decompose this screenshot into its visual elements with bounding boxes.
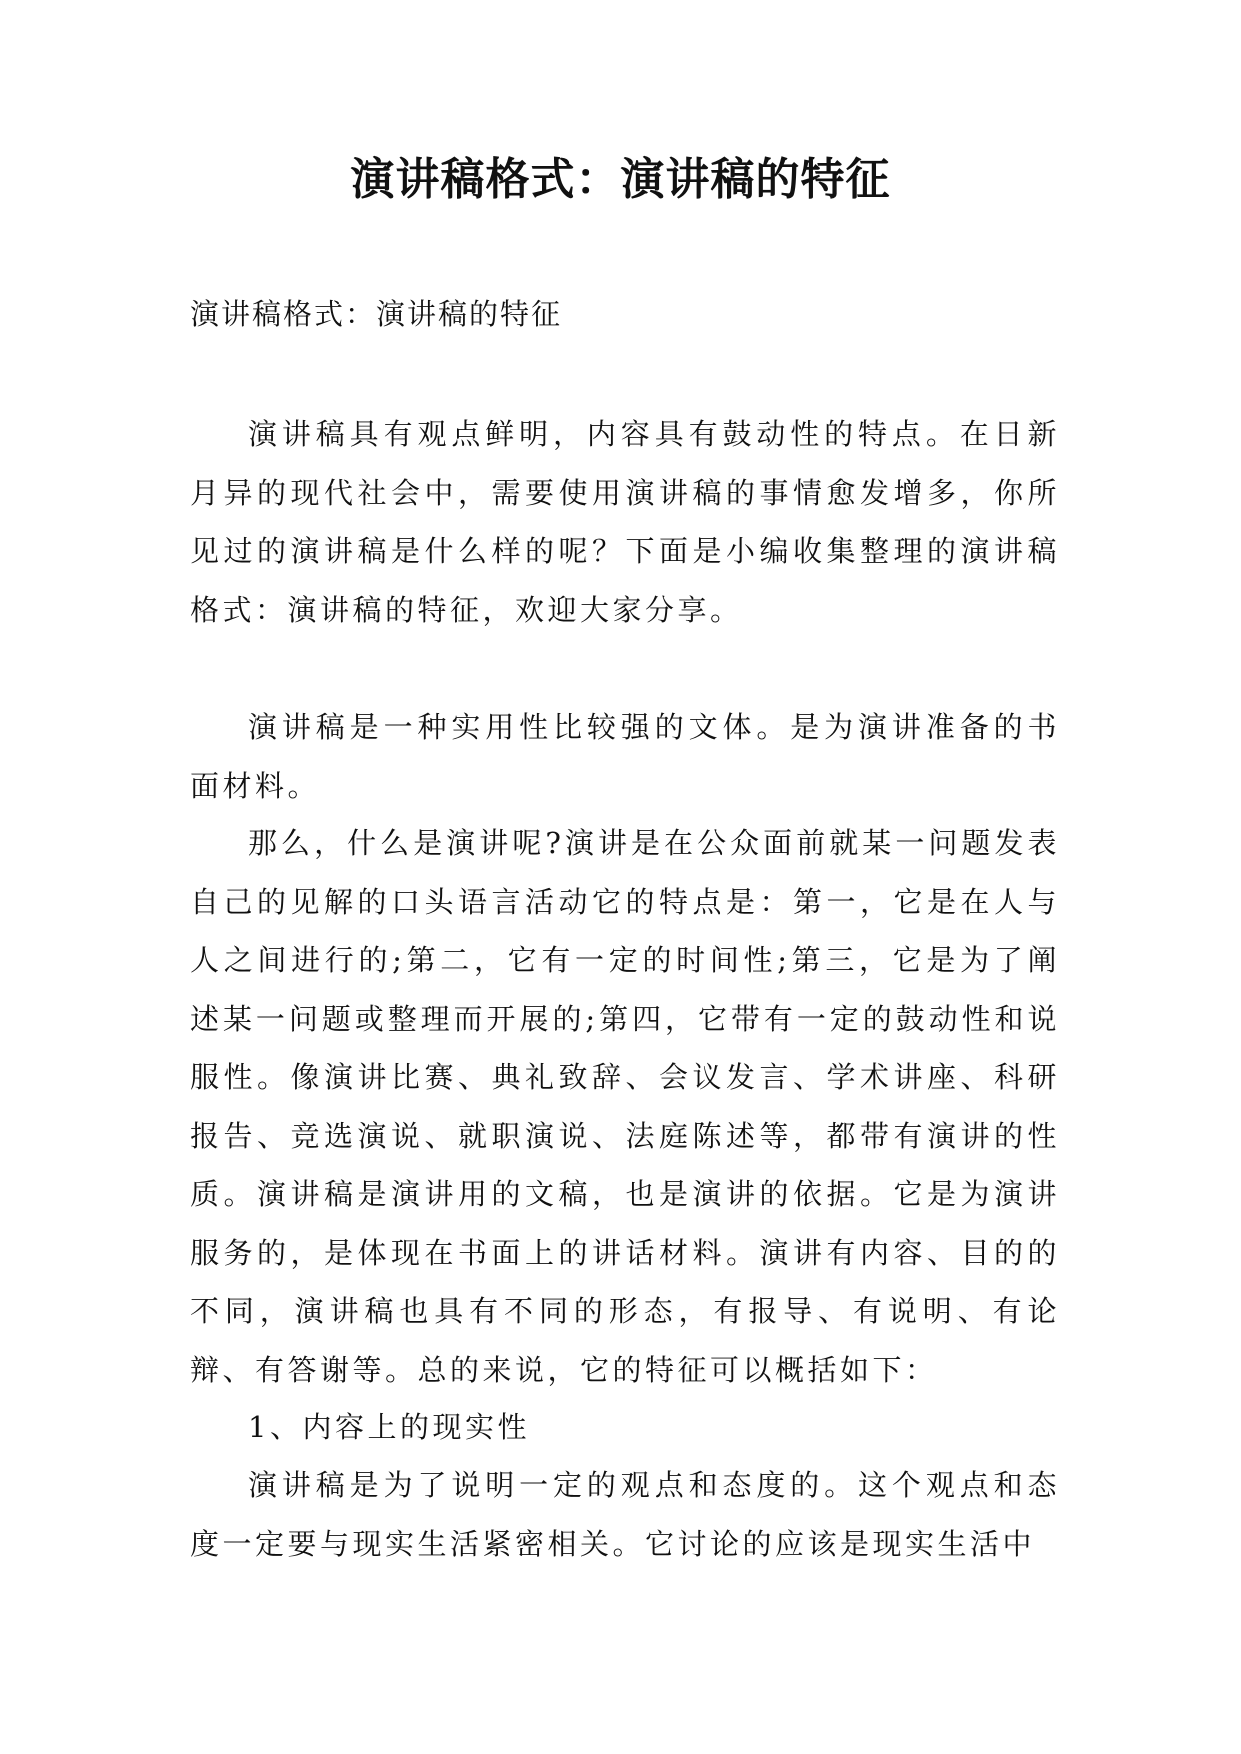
intro-paragraph: 演讲稿具有观点鲜明，内容具有鼓动性的特点。在日新月异的现代社会中，需要使用演讲稿的事情愈发增多，你所见过的演讲稿是什么样的呢？下面是小编收集整理的演讲稿格式：演讲稿的特征，欢迎大家分享。 [190,417,1060,627]
document-subtitle: 演讲稿格式：演讲稿的特征 [190,297,563,331]
section-1-paragraph: 演讲稿是为了说明一定的观点和态度的。这个观点和态度一定要与现实生活紧密相关。它讨论的应该是现实生活中 [190,1468,1060,1561]
what-is-speech-paragraph: 那么，什么是演讲呢?演讲是在公众面前就某一问题发表自己的见解的口头语言活动它的特点是：第一，它是在人与人之间进行的;第二，它有一定的时间性;第三，它是为了阐述某一问题或整理而开展的;第四，它带有一定的鼓动性和说服性。像演讲比赛、典礼致辞、会议发言、学术讲座、科研报告、竞选演说、就职演说、法庭陈述等，都带有演讲的性质。演讲稿是演讲用的文稿，也是演讲的依据。它是为演讲服务的，是体现在书面上的讲话材料。演讲有内容、目的的不同，演讲稿也具有不同的形态，有报导、有说明、有论辩、有答谢等。总的来说，它的特征可以概括如下： [190,826,1060,1387]
definition-paragraph: 演讲稿是一种实用性比较强的文体。是为演讲准备的书面材料。 [190,710,1060,803]
section-heading-1: 1、内容上的现实性 [248,1410,530,1444]
document-title: 演讲稿格式：演讲稿的特征 [350,154,891,205]
